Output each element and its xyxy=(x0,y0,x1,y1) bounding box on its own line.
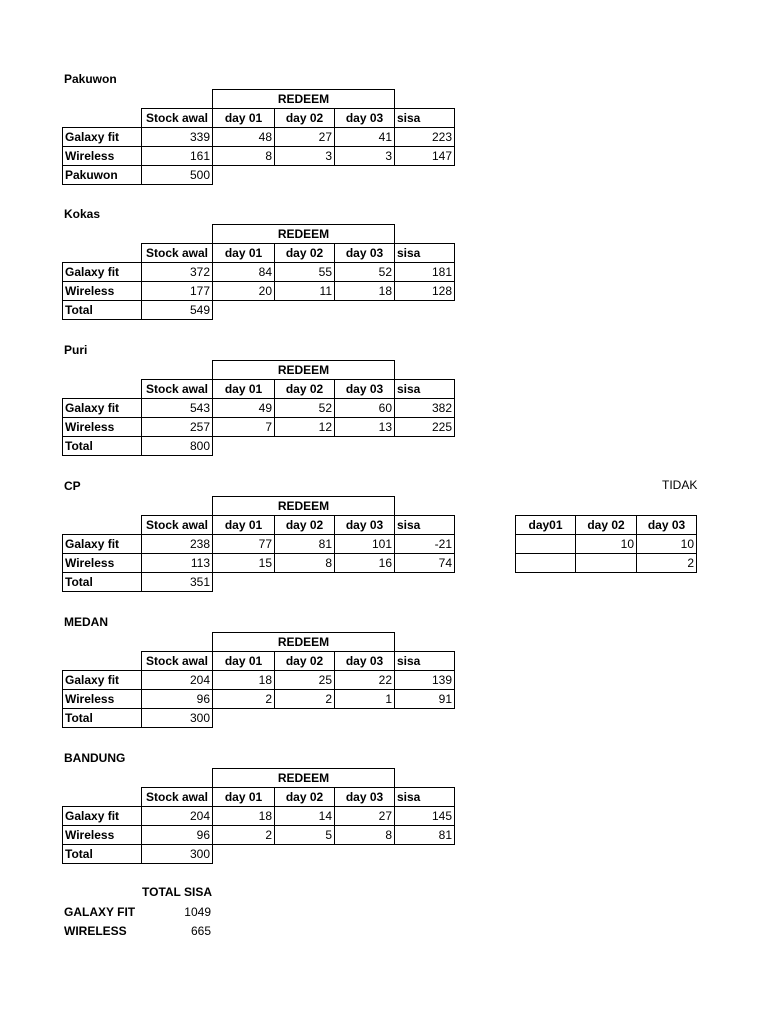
cell-sisa: 382 xyxy=(394,398,455,418)
header-day02: day 02 xyxy=(274,379,335,399)
cell-d3: 22 xyxy=(334,670,395,690)
header-day03: day 03 xyxy=(334,515,395,535)
row-label: Wireless xyxy=(62,689,142,709)
row-label: Wireless xyxy=(62,146,142,166)
row-label: Galaxy fit xyxy=(62,670,142,690)
total-label: Total xyxy=(62,436,142,456)
cell-sisa: 81 xyxy=(394,825,455,845)
cell-d3: 13 xyxy=(334,417,395,437)
cell-sisa: -21 xyxy=(394,534,455,554)
cell-sisa: 181 xyxy=(394,262,455,282)
cell-sisa: 145 xyxy=(394,806,455,826)
tidak-header-day03: day 03 xyxy=(636,515,697,535)
header-stock-awal: Stock awal xyxy=(141,379,213,399)
cell-d1: 84 xyxy=(212,262,275,282)
header-stock-awal: Stock awal xyxy=(141,515,213,535)
row-label: Galaxy fit xyxy=(62,262,142,282)
cell-d2: 55 xyxy=(274,262,335,282)
header-stock-awal: Stock awal xyxy=(141,787,213,807)
total-value: 549 xyxy=(141,300,213,320)
cell-d1: 2 xyxy=(212,825,275,845)
header-day03: day 03 xyxy=(334,651,395,671)
cell-d3: 52 xyxy=(334,262,395,282)
header-day02: day 02 xyxy=(274,515,335,535)
cell-d1: 8 xyxy=(212,146,275,166)
header-day01: day 01 xyxy=(212,651,275,671)
cell-d2: 8 xyxy=(274,553,335,573)
cell-d2: 11 xyxy=(274,281,335,301)
cell-stock: 543 xyxy=(141,398,213,418)
row-label: Galaxy fit xyxy=(62,398,142,418)
header-day03: day 03 xyxy=(334,379,395,399)
cell-d2: 81 xyxy=(274,534,335,554)
header-day01: day 01 xyxy=(212,515,275,535)
tidak-cell: 10 xyxy=(636,534,697,554)
total-label: Total xyxy=(62,300,142,320)
cell-stock: 96 xyxy=(141,825,213,845)
header-sisa: sisa xyxy=(394,515,455,535)
tidak-cell: 2 xyxy=(636,553,697,573)
cell-sisa: 147 xyxy=(394,146,455,166)
cell-stock: 96 xyxy=(141,689,213,709)
header-day02: day 02 xyxy=(274,787,335,807)
header-day02: day 02 xyxy=(274,243,335,263)
cell-d3: 16 xyxy=(334,553,395,573)
row-label: Galaxy fit xyxy=(62,127,142,147)
cell-stock: 113 xyxy=(141,553,213,573)
total-value: 800 xyxy=(141,436,213,456)
cell-d3: 18 xyxy=(334,281,395,301)
cell-d2: 14 xyxy=(274,806,335,826)
total-galaxy-value: 1049 xyxy=(184,905,211,919)
cell-stock: 204 xyxy=(141,670,213,690)
header-sisa: sisa xyxy=(394,108,455,128)
cell-d3: 1 xyxy=(334,689,395,709)
total-label: Total xyxy=(62,844,142,864)
cell-d1: 18 xyxy=(212,670,275,690)
header-day03: day 03 xyxy=(334,243,395,263)
section-title: BANDUNG xyxy=(64,751,126,765)
total-wireless-label: WIRELESS xyxy=(64,924,127,938)
cell-sisa: 74 xyxy=(394,553,455,573)
tidak-header-day01: day01 xyxy=(515,515,576,535)
cell-d3: 101 xyxy=(334,534,395,554)
header-sisa: sisa xyxy=(394,651,455,671)
redeem-header: REDEEM xyxy=(212,632,395,652)
section-title: Kokas xyxy=(64,207,101,221)
section-title: MEDAN xyxy=(64,615,108,629)
header-day03: day 03 xyxy=(334,108,395,128)
cell-sisa: 139 xyxy=(394,670,455,690)
redeem-header: REDEEM xyxy=(212,89,395,109)
header-day02: day 02 xyxy=(274,108,335,128)
row-label: Wireless xyxy=(62,417,142,437)
cell-d2: 3 xyxy=(274,146,335,166)
cell-d1: 15 xyxy=(212,553,275,573)
header-day03: day 03 xyxy=(334,787,395,807)
cell-stock: 339 xyxy=(141,127,213,147)
header-day01: day 01 xyxy=(212,379,275,399)
row-label: Wireless xyxy=(62,553,142,573)
row-label: Galaxy fit xyxy=(62,806,142,826)
header-day01: day 01 xyxy=(212,108,275,128)
cell-stock: 257 xyxy=(141,417,213,437)
tidak-cell: 10 xyxy=(575,534,637,554)
header-day02: day 02 xyxy=(274,651,335,671)
redeem-header: REDEEM xyxy=(212,360,395,380)
redeem-header: REDEEM xyxy=(212,496,395,516)
total-value: 500 xyxy=(141,165,213,185)
total-sisa-title: TOTAL SISA xyxy=(142,885,213,899)
tidak-cell xyxy=(515,534,576,554)
total-label: Total xyxy=(62,708,142,728)
cell-d3: 60 xyxy=(334,398,395,418)
cell-d2: 52 xyxy=(274,398,335,418)
cell-sisa: 128 xyxy=(394,281,455,301)
cell-stock: 177 xyxy=(141,281,213,301)
total-wireless-value: 665 xyxy=(190,924,211,938)
header-day01: day 01 xyxy=(212,243,275,263)
header-sisa: sisa xyxy=(394,243,455,263)
tidak-cell xyxy=(515,553,576,573)
header-sisa: sisa xyxy=(394,787,455,807)
cell-stock: 204 xyxy=(141,806,213,826)
row-label: Galaxy fit xyxy=(62,534,142,554)
cell-d1: 49 xyxy=(212,398,275,418)
cell-d3: 8 xyxy=(334,825,395,845)
cell-d1: 48 xyxy=(212,127,275,147)
cell-d2: 12 xyxy=(274,417,335,437)
total-value: 300 xyxy=(141,708,213,728)
cell-sisa: 223 xyxy=(394,127,455,147)
row-label: Wireless xyxy=(62,825,142,845)
tidak-header-day02: day 02 xyxy=(575,515,637,535)
total-galaxy-label: GALAXY FIT xyxy=(64,905,136,919)
redeem-header: REDEEM xyxy=(212,224,395,244)
cell-d1: 7 xyxy=(212,417,275,437)
tidak-cell xyxy=(575,553,637,573)
total-value: 300 xyxy=(141,844,213,864)
section-title: CP xyxy=(64,479,81,493)
cell-sisa: 225 xyxy=(394,417,455,437)
cell-d2: 2 xyxy=(274,689,335,709)
cell-d3: 3 xyxy=(334,146,395,166)
header-stock-awal: Stock awal xyxy=(141,651,213,671)
cell-d2: 25 xyxy=(274,670,335,690)
cell-d1: 2 xyxy=(212,689,275,709)
redeem-header: REDEEM xyxy=(212,768,395,788)
total-label: Pakuwon xyxy=(62,165,142,185)
cell-sisa: 91 xyxy=(394,689,455,709)
cell-d2: 27 xyxy=(274,127,335,147)
header-stock-awal: Stock awal xyxy=(141,108,213,128)
cell-d2: 5 xyxy=(274,825,335,845)
cell-d3: 41 xyxy=(334,127,395,147)
cell-d3: 27 xyxy=(334,806,395,826)
section-title: Puri xyxy=(64,343,88,357)
cell-d1: 20 xyxy=(212,281,275,301)
section-title: Pakuwon xyxy=(64,72,117,86)
header-stock-awal: Stock awal xyxy=(141,243,213,263)
total-value: 351 xyxy=(141,572,213,592)
header-day01: day 01 xyxy=(212,787,275,807)
cell-stock: 161 xyxy=(141,146,213,166)
cell-d1: 77 xyxy=(212,534,275,554)
cell-d1: 18 xyxy=(212,806,275,826)
header-sisa: sisa xyxy=(394,379,455,399)
cell-stock: 372 xyxy=(141,262,213,282)
cell-stock: 238 xyxy=(141,534,213,554)
tidak-title: TIDAK xyxy=(662,478,698,492)
total-label: Total xyxy=(62,572,142,592)
row-label: Wireless xyxy=(62,281,142,301)
